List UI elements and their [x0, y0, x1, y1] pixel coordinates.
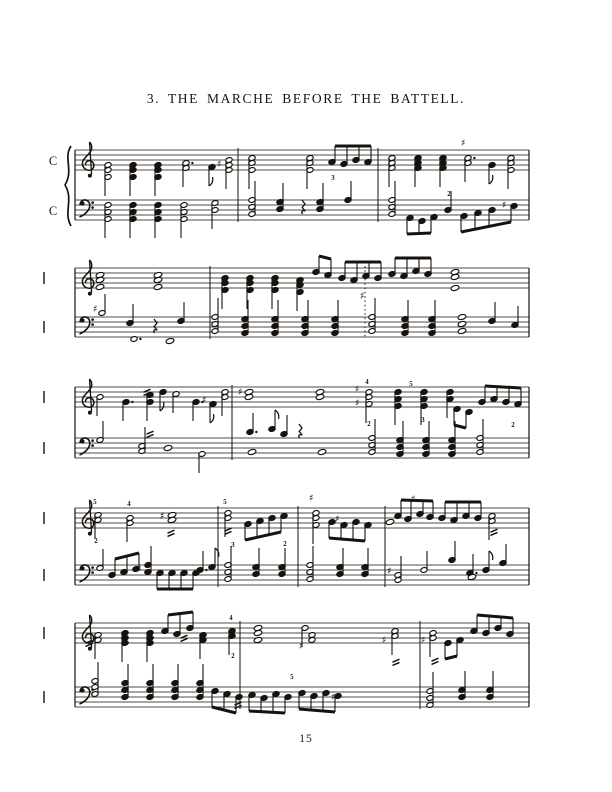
- bass-clef-icon: [80, 200, 94, 217]
- music-system-2: [44, 256, 529, 344]
- svg-text:5: 5: [93, 499, 97, 506]
- svg-text:C: C: [48, 204, 58, 218]
- page-number: 15: [299, 733, 313, 745]
- bass-clef-icon: [80, 438, 94, 455]
- svg-text:♯: ♯: [136, 564, 142, 575]
- svg-text:C: C: [48, 154, 58, 168]
- svg-text:2: 2: [283, 541, 287, 548]
- svg-text:♯: ♯: [420, 635, 426, 646]
- svg-text:3: 3: [421, 417, 425, 424]
- svg-text:2: 2: [94, 538, 98, 545]
- svg-text:4: 4: [365, 379, 369, 386]
- svg-text:♯: ♯: [386, 566, 392, 577]
- svg-text:3: 3: [331, 175, 335, 182]
- svg-text:♯: ♯: [334, 514, 340, 525]
- svg-text:♯: ♯: [359, 291, 365, 302]
- piece-title: 3. THE MARCHE BEFORE THE BATTELL.: [146, 91, 466, 106]
- svg-text:5: 5: [223, 499, 227, 506]
- svg-text:♯: ♯: [330, 692, 336, 703]
- music-system-3: [44, 379, 529, 473]
- svg-text:4: 4: [127, 501, 131, 508]
- svg-text:♯: ♯: [501, 200, 507, 211]
- bass-clef-icon: [80, 317, 94, 334]
- svg-text:♯: ♯: [216, 159, 222, 170]
- svg-text:2: 2: [367, 421, 371, 428]
- svg-text:♯: ♯: [354, 398, 360, 409]
- music-system-5: [44, 612, 529, 713]
- svg-text:♯: ♯: [159, 511, 165, 522]
- svg-text:♯: ♯: [460, 138, 466, 149]
- svg-text:2: 2: [231, 653, 235, 660]
- bass-clef-icon: [80, 565, 94, 582]
- svg-text:2: 2: [511, 422, 515, 429]
- svg-text:5: 5: [409, 381, 413, 388]
- svg-text:4: 4: [229, 615, 233, 622]
- system-brace: [65, 146, 71, 226]
- music-system-4: [44, 493, 529, 589]
- svg-text:♯: ♯: [237, 387, 243, 398]
- music-system-1: [49, 138, 529, 238]
- svg-text:♯: ♯: [410, 494, 416, 505]
- svg-text:3: 3: [231, 542, 235, 549]
- svg-text:5: 5: [290, 674, 294, 681]
- svg-text:♯: ♯: [308, 493, 314, 504]
- svg-text:♯: ♯: [201, 395, 207, 406]
- svg-text:2: 2: [447, 191, 451, 198]
- svg-text:♯: ♯: [381, 635, 387, 646]
- svg-text:♯: ♯: [92, 304, 98, 315]
- svg-text:♯: ♯: [298, 641, 304, 652]
- svg-text:♯: ♯: [354, 384, 360, 395]
